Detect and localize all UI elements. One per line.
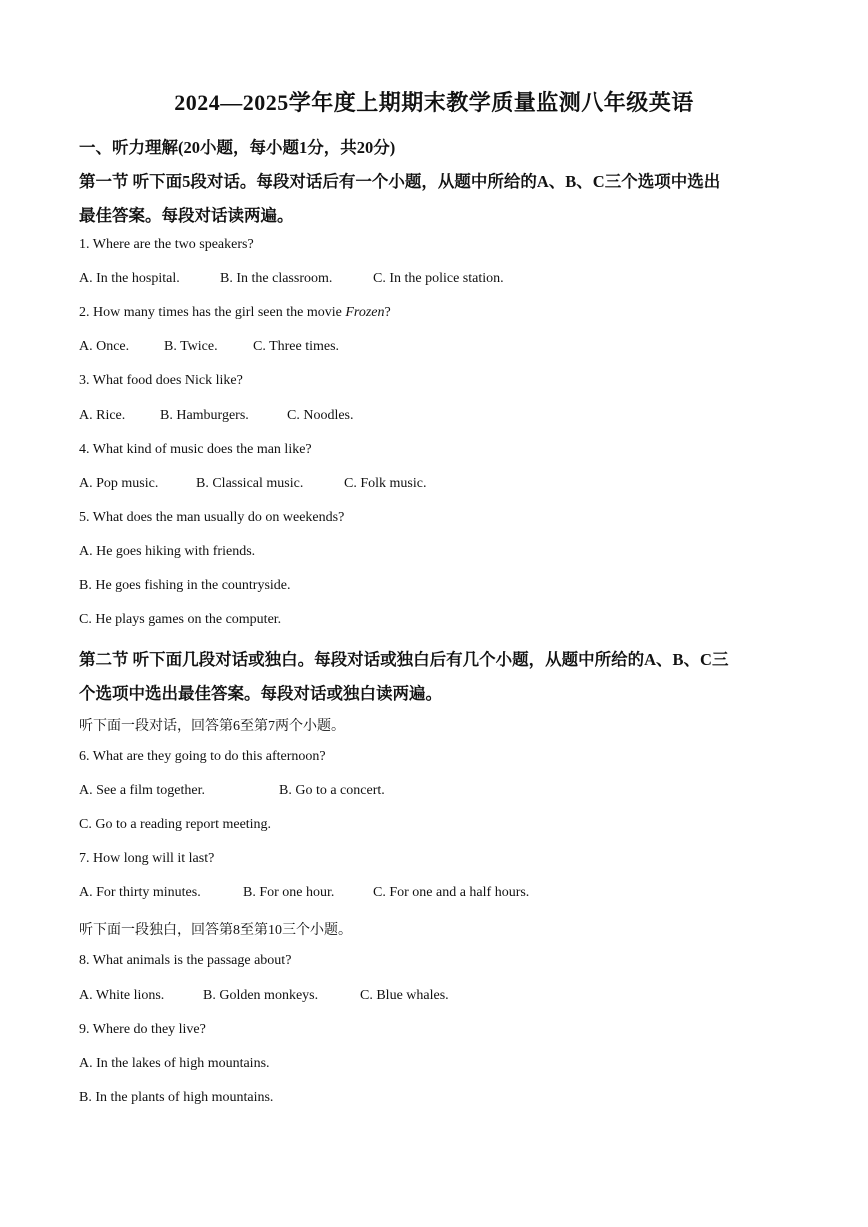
question-1-option-c: C. In the police station. <box>373 271 504 286</box>
section2-heading-line1: 第二节 听下面几段对话或独白。每段对话或独白后有几个小题，从题中所给的A、B、C三 <box>79 650 729 669</box>
question-3-option-a: A. Rice. <box>79 408 126 423</box>
question-2-stem <box>79 305 391 321</box>
section1-heading-line2: 最佳答案。每段对话读两遍。 <box>79 206 294 225</box>
question-9-option-b: B. In the plants of high mountains. <box>79 1090 274 1105</box>
question-4-option-b: B. Classical music. <box>196 476 304 491</box>
question-4-stem: 4. What kind of music does the man like? <box>79 442 312 457</box>
question-7-option-b: B. For one hour. <box>243 885 335 900</box>
question-2-option-b: B. Twice. <box>164 339 218 354</box>
question-4-option-a: A. Pop music. <box>79 476 159 491</box>
question-5-option-b: B. He goes fishing in the countryside. <box>79 578 291 593</box>
question-1-option-b: B. In the classroom. <box>220 271 333 286</box>
question-5-option-c: C. He plays games on the computer. <box>79 612 282 627</box>
question-3-option-c: C. Noodles. <box>287 408 354 423</box>
question-5-option-a: A. He goes hiking with friends. <box>79 544 256 559</box>
section1-heading-line1: 第一节 听下面5段对话。每段对话后有一个小题，从题中所给的A、B、C三个选项中选出 <box>79 172 721 191</box>
question-7-option-c: C. For one and a half hours. <box>373 885 530 900</box>
question-2-option-a: A. Once. <box>79 339 130 354</box>
question-6-option-a: A. See a film together. <box>79 783 205 798</box>
question-8-option-a: A. White lions. <box>79 988 165 1003</box>
question-7-stem: 7. How long will it last? <box>79 851 215 866</box>
question-2-option-c: C. Three times. <box>253 339 340 354</box>
page-title: 2024—2025学年度上期期末教学质量监测八年级英语 <box>174 90 694 115</box>
instruction-questions-6-7: 听下面一段对话，回答第6至第7两个小题。 <box>79 719 345 734</box>
question-3-stem: 3. What food does Nick like? <box>79 373 243 388</box>
section2-heading-line2: 个选项中选出最佳答案。每段对话或独白读两遍。 <box>79 684 442 703</box>
question-8-option-b: B. Golden monkeys. <box>203 988 319 1003</box>
question-6-stem: 6. What are they going to do this afternoon? <box>79 749 326 764</box>
question-2-stem-end: ? <box>384 305 391 320</box>
question-1-option-a: A. In the hospital. <box>79 271 180 286</box>
question-2-stem-text: 2. How many times has the girl seen the movie <box>79 305 346 320</box>
question-5-stem: 5. What does the man usually do on weekends? <box>79 510 345 525</box>
question-1-stem: 1. Where are the two speakers? <box>79 237 254 252</box>
instruction-questions-8-10: 听下面一段独白，回答第8至第10三个小题。 <box>79 923 352 938</box>
question-9-stem: 9. Where do they live? <box>79 1022 206 1037</box>
question-3-option-b: B. Hamburgers. <box>160 408 249 423</box>
question-9-option-a: A. In the lakes of high mountains. <box>79 1056 270 1071</box>
question-8-option-c: C. Blue whales. <box>360 988 449 1003</box>
question-8-stem: 8. What animals is the passage about? <box>79 953 292 968</box>
part1-heading: 一、听力理解(20小题，每小题1分，共20分) <box>79 138 396 157</box>
question-4-option-c: C. Folk music. <box>344 476 427 491</box>
question-7-option-a: A. For thirty minutes. <box>79 885 201 900</box>
question-6-option-b: B. Go to a concert. <box>279 783 385 798</box>
question-6-option-c: C. Go to a reading report meeting. <box>79 817 272 832</box>
movie-title: Frozen <box>345 305 385 320</box>
